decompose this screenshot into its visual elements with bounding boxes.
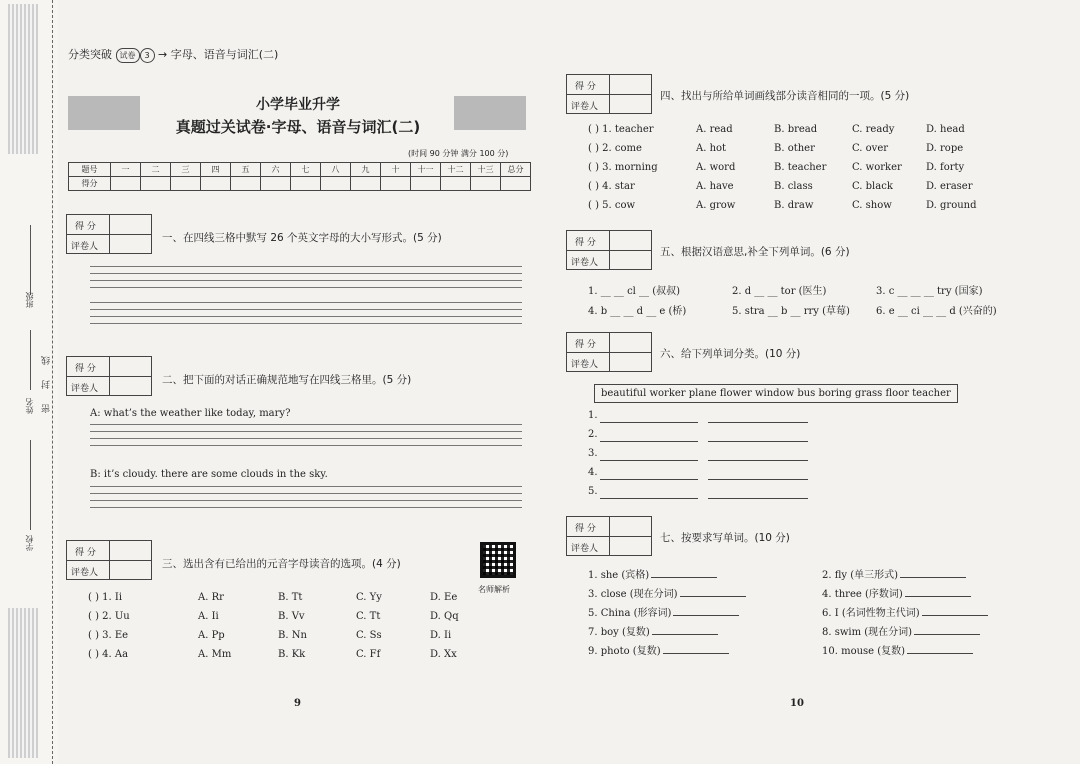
answer-blank[interactable] xyxy=(708,422,808,423)
score-cell: 九 xyxy=(351,163,381,177)
writing-lines-2b xyxy=(90,486,522,508)
grade-box-2 xyxy=(66,356,152,396)
choice-cell: D. rope xyxy=(926,143,964,154)
score-cell: 十二 xyxy=(441,163,471,177)
choice-cell: D. Ii xyxy=(430,630,452,641)
section-4-title: 四、找出与所给单词画线部分读音相同的一项。(5 分) xyxy=(660,90,910,102)
qr-code-icon[interactable] xyxy=(480,542,516,578)
word-task xyxy=(588,566,717,581)
sec5-item-3: 3. c __ __ __ try (国家) xyxy=(876,286,983,297)
stripe-pattern-top xyxy=(8,4,38,154)
choice-cell: C. Ss xyxy=(356,630,382,641)
grade-box-7 xyxy=(566,516,652,556)
breadcrumb xyxy=(68,46,278,63)
choice-cell: B. teacher xyxy=(774,162,827,173)
choice-cell: C. black xyxy=(852,181,893,192)
crumb-badge: 试卷 xyxy=(116,48,140,63)
score-cell: 总分 xyxy=(501,163,531,177)
choice-cell[interactable]: ( ) 2. come xyxy=(588,143,642,154)
choice-cell[interactable]: ( ) 5. cow xyxy=(588,200,636,211)
sec5-item-1: 1. __ __ cl __ (叔叔) xyxy=(588,286,681,297)
answer-blank[interactable] xyxy=(708,441,808,442)
word-task-label: 1. she (宾格) xyxy=(588,570,650,581)
word-task xyxy=(588,623,718,638)
name-label: 姓名 xyxy=(25,398,34,414)
choice-cell: D. head xyxy=(926,124,965,135)
answer-blank[interactable] xyxy=(708,498,808,499)
word-task xyxy=(588,642,729,657)
score-cell: 六 xyxy=(261,163,291,177)
answer-blank[interactable] xyxy=(708,460,808,461)
answer-number: 1. xyxy=(588,410,598,421)
grader-label: 评卷人 xyxy=(71,568,99,578)
word-task xyxy=(822,623,980,638)
score-input-cell xyxy=(141,177,171,191)
section-1-title: 一、在四线三格中默写 26 个英文字母的大小写形式。(5 分) xyxy=(162,232,442,244)
word-task-label: 6. I (名词性物主代词) xyxy=(822,608,920,619)
score-cell: 四 xyxy=(201,163,231,177)
score-label: 得 分 xyxy=(75,364,96,374)
word-task-label: 4. three (序数词) xyxy=(822,589,903,600)
answer-blank[interactable] xyxy=(600,460,698,461)
score-input-cell xyxy=(231,177,261,191)
writing-lines-1 xyxy=(90,262,522,324)
grade-box-1 xyxy=(66,214,152,254)
answer-number: 2. xyxy=(588,429,598,440)
section-2-title: 二、把下面的对话正确规范地写在四线三格里。(5 分) xyxy=(162,374,412,386)
word-task-label: 7. boy (复数) xyxy=(588,627,650,638)
crumb-prefix: 分类突破 xyxy=(68,48,112,61)
score-input-cell xyxy=(471,177,501,191)
choice-cell: C. Ff xyxy=(356,649,381,660)
score-input-cell: 得分 xyxy=(69,177,111,191)
grader-label: 评卷人 xyxy=(571,360,599,370)
choice-cell: B. draw xyxy=(774,200,814,211)
grade-box-4 xyxy=(566,74,652,114)
school-label: 学校 xyxy=(25,535,34,551)
score-input-cell xyxy=(501,177,531,191)
score-cell: 十一 xyxy=(411,163,441,177)
time-note: (时间 90 分钟 满分 100 分) xyxy=(408,149,509,158)
choice-cell: D. Qq xyxy=(430,611,459,622)
choice-cell: C. ready xyxy=(852,124,895,135)
score-input-cell xyxy=(381,177,411,191)
word-task-label: 2. fly (单三形式) xyxy=(822,570,899,581)
choice-cell: C. over xyxy=(852,143,889,154)
answer-number: 3. xyxy=(588,448,598,459)
choice-cell: C. Yy xyxy=(356,592,382,603)
answer-blank[interactable] xyxy=(600,498,698,499)
score-label: 得 分 xyxy=(75,548,96,558)
choice-cell: B. Nn xyxy=(278,630,307,641)
school-line xyxy=(30,440,31,530)
choice-cell: A. read xyxy=(696,124,733,135)
arrow-icon: → xyxy=(158,48,168,61)
score-input-cell xyxy=(411,177,441,191)
choice-cell: D. Xx xyxy=(430,649,457,660)
score-cell: 八 xyxy=(321,163,351,177)
writing-lines-2a xyxy=(90,424,522,446)
score-cell: 十三 xyxy=(471,163,501,177)
score-label: 得 分 xyxy=(575,82,596,92)
choice-cell: D. forty xyxy=(926,162,965,173)
section-6-title: 六、给下列单词分类。(10 分) xyxy=(660,348,801,360)
score-cell: 题号 xyxy=(69,163,111,177)
class-label: 班级 xyxy=(25,292,34,308)
grader-label: 评卷人 xyxy=(571,544,599,554)
word-task xyxy=(822,585,971,600)
score-input-cell xyxy=(171,177,201,191)
grade-box-5 xyxy=(566,230,652,270)
grader-label: 评卷人 xyxy=(571,258,599,268)
name-line xyxy=(30,330,31,390)
score-label: 得 分 xyxy=(75,222,96,232)
word-task xyxy=(588,604,739,619)
answer-blank[interactable] xyxy=(600,479,698,480)
sec5-item-4: 4. b __ __ d __ e (桥) xyxy=(588,306,687,317)
word-task-label: 9. photo (复数) xyxy=(588,646,661,657)
answer-blank[interactable] xyxy=(680,587,746,597)
qr-label: 名师解析 xyxy=(478,585,510,594)
choice-cell: A. Ii xyxy=(198,611,219,622)
choice-cell: A. Mm xyxy=(198,649,232,660)
word-task xyxy=(822,642,973,657)
choice-cell: B. Kk xyxy=(278,649,306,660)
choice-cell: C. worker xyxy=(852,162,902,173)
word-bank: beautiful worker plane flower window bus boring grass floor teacher xyxy=(594,384,958,403)
page-title-line1: 小学毕业升学 xyxy=(256,97,340,113)
choice-cell: C. Tt xyxy=(356,611,381,622)
choice-cell: A. grow xyxy=(696,200,736,211)
choice-cell[interactable]: ( ) 2. Uu xyxy=(88,611,130,622)
answer-blank[interactable] xyxy=(914,625,980,635)
score-input-cell xyxy=(321,177,351,191)
crumb-badge-number: 3 xyxy=(140,48,155,63)
answer-blank[interactable] xyxy=(673,606,739,616)
seal-text: 密 封 线 xyxy=(42,350,52,413)
answer-number: 4. xyxy=(588,467,598,478)
sec5-item-6: 6. e __ ci __ __ d (兴奋的) xyxy=(876,306,997,317)
score-label: 得 分 xyxy=(575,238,596,248)
grader-label: 评卷人 xyxy=(571,102,599,112)
word-task xyxy=(822,566,966,581)
choice-cell[interactable]: ( ) 1. teacher xyxy=(588,124,654,135)
score-cell: 十 xyxy=(381,163,411,177)
choice-cell[interactable]: ( ) 4. Aa xyxy=(88,649,129,660)
sec5-item-5: 5. stra __ b __ rry (草莓) xyxy=(732,306,850,317)
choice-cell: D. eraser xyxy=(926,181,973,192)
page-number-left: 9 xyxy=(294,698,301,709)
choice-cell: D. ground xyxy=(926,200,977,211)
choice-cell: A. Rr xyxy=(198,592,224,603)
score-cell: 三 xyxy=(171,163,201,177)
choice-cell: B. class xyxy=(774,181,813,192)
gray-block-left xyxy=(68,96,140,130)
section-5-title: 五、根据汉语意思,补全下列单词。(6 分) xyxy=(660,246,850,258)
sec5-item-2: 2. d __ __ tor (医生) xyxy=(732,286,827,297)
choice-cell: A. have xyxy=(696,181,734,192)
score-input-cell xyxy=(291,177,321,191)
score-cell: 二 xyxy=(141,163,171,177)
grader-label: 评卷人 xyxy=(71,384,99,394)
choice-cell[interactable]: ( ) 3. Ee xyxy=(88,630,129,641)
grade-box-6 xyxy=(566,332,652,372)
answer-blank[interactable] xyxy=(900,568,966,578)
choice-cell: D. Ee xyxy=(430,592,458,603)
dialogue-b: B: it’s cloudy. there are some clouds in the sky. xyxy=(90,469,328,480)
score-label: 得 分 xyxy=(575,340,596,350)
word-task-label: 3. close (现在分词) xyxy=(588,589,678,600)
page-title-line2: 真题过关试卷·字母、语音与词汇(二) xyxy=(175,118,421,136)
answer-blank[interactable] xyxy=(663,644,729,654)
answer-blank[interactable] xyxy=(907,644,973,654)
answer-number: 5. xyxy=(588,486,598,497)
word-task-label: 10. mouse (复数) xyxy=(822,646,906,657)
choice-cell[interactable]: ( ) 1. Ii xyxy=(88,592,123,603)
score-input-cell xyxy=(441,177,471,191)
grader-label: 评卷人 xyxy=(71,242,99,252)
choice-cell: B. Tt xyxy=(278,592,303,603)
score-cell: 一 xyxy=(111,163,141,177)
score-input-cell xyxy=(111,177,141,191)
section-7-title: 七、按要求写单词。(10 分) xyxy=(660,532,790,544)
answer-blank[interactable] xyxy=(651,568,717,578)
score-input-cell xyxy=(201,177,231,191)
answer-blank[interactable] xyxy=(600,441,698,442)
score-cell: 七 xyxy=(291,163,321,177)
gray-block-right xyxy=(454,96,526,130)
answer-blank[interactable] xyxy=(708,479,808,480)
page-number-right: 10 xyxy=(790,698,804,709)
stripe-pattern-bottom xyxy=(8,608,38,758)
score-input-cell xyxy=(351,177,381,191)
answer-blank[interactable] xyxy=(922,606,988,616)
choice-cell: A. word xyxy=(696,162,736,173)
score-input-cell xyxy=(261,177,291,191)
choice-cell: A. hot xyxy=(696,143,727,154)
crumb-suffix: 字母、语音与词汇(二) xyxy=(170,48,279,61)
word-task xyxy=(822,604,988,619)
choice-cell: B. other xyxy=(774,143,815,154)
word-task-label: 8. swim (现在分词) xyxy=(822,627,913,638)
answer-blank[interactable] xyxy=(652,625,718,635)
grade-box-3 xyxy=(66,540,152,580)
class-line xyxy=(30,225,31,295)
choice-cell: A. Pp xyxy=(198,630,225,641)
answer-blank[interactable] xyxy=(600,422,698,423)
score-label: 得 分 xyxy=(575,524,596,534)
choice-cell[interactable]: ( ) 3. morning xyxy=(588,162,658,173)
dialogue-a: A: what’s the weather like today, mary? xyxy=(90,408,291,419)
answer-blank[interactable] xyxy=(905,587,971,597)
score-cell: 五 xyxy=(231,163,261,177)
choice-cell: C. show xyxy=(852,200,892,211)
score-table xyxy=(68,162,531,191)
choice-cell: B. bread xyxy=(774,124,818,135)
word-task-label: 5. China (形容词) xyxy=(588,608,672,619)
word-task xyxy=(588,585,746,600)
choice-cell: B. Vv xyxy=(278,611,305,622)
section-3-title: 三、选出含有已给出的元音字母读音的选项。(4 分) xyxy=(162,558,401,570)
choice-cell[interactable]: ( ) 4. star xyxy=(588,181,635,192)
